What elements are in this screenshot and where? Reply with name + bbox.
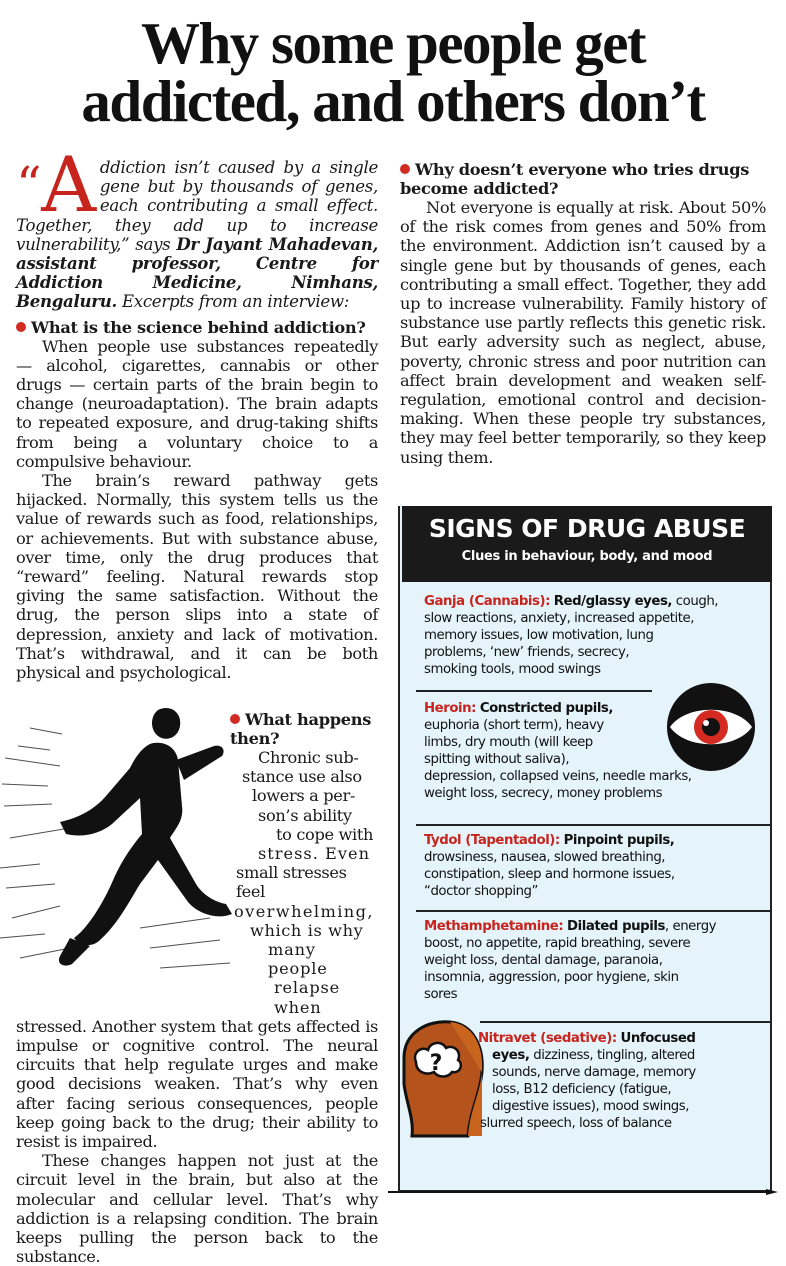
question-2: What happens then? xyxy=(230,710,372,748)
headline xyxy=(0,10,786,134)
red-bullet-icon xyxy=(400,164,410,174)
answer-3-paragraph: Not everyone is equally at risk. About 50% of the risk comes from genes and 50% from the environment. Addiction isn’t caused by a single gene but by thousands of genes, each contributing a small effect. Together, they add up to increase vulnerability. Family history of substance use partly reflects this genetic risk. But early adversity such as neglect, abuse, poverty, chronic stress and poor nutrition can affect brain development and weaken self-regulation, emotional control and decision-making. When these people try substances, they may feel better temporarily, so they keep using them. xyxy=(400,198,766,467)
sign-nitravet: Nitravet (sedative): Unfocused eyes, dizziness, tingling, altered sounds, nerve damage, memory loss, B12 deficiency (fatigue, digestive issues), mood swings, slurred speech, loss of balance xyxy=(478,1031,696,1131)
signs-subtitle: Clues in behaviour, body, and mood xyxy=(461,549,713,564)
question-3: Why doesn’t everyone who tries drugs become addicted? xyxy=(400,160,750,198)
headline-line-1: Why some people get xyxy=(140,10,646,76)
wrap-line: relapse when xyxy=(274,978,340,1017)
drop-cap: “A xyxy=(16,140,96,229)
wrap-line: lowers a per- xyxy=(252,786,355,806)
red-bullet-icon xyxy=(230,714,240,724)
red-bullet-icon xyxy=(16,322,26,332)
wrap-line: small stresses feel xyxy=(236,863,347,902)
sign-tydol: Tydol (Tapentadol): Pinpoint pupils, drowsiness, nausea, slowed breathing, constipation, sleep and hormone issues, “doctor shopping” xyxy=(424,833,675,899)
headline-line-2: addicted, and others don’t xyxy=(81,68,705,134)
divider xyxy=(416,690,652,692)
wrap-line: stance use also xyxy=(242,767,362,787)
wrap-line: son’s ability xyxy=(258,805,352,825)
answer-2-paragraph-2: These changes happen not just at the circuit level in the brain, but also at the molecular and cellular level. That’s why addiction is a relapsing condition. The brain keeps pulling the person back to the substance. xyxy=(16,1151,378,1266)
wrap-line: overwhelming, xyxy=(234,901,374,921)
wrap-line: which is why xyxy=(250,920,364,940)
question-1: What is the science behind addiction? xyxy=(16,318,378,337)
answer-1-paragraph-1: When people use substances repeatedly — alcohol, cigarettes, cannabis or other drugs — certain parts of the brain begin to change (neuroadaptation). The brain adapts to repeated exposure, and drug-taking shifts from being a voluntary choice to a compulsive behaviour. xyxy=(16,336,378,471)
wrap-line: many people xyxy=(268,940,328,979)
arrow-rule-icon xyxy=(388,1189,778,1195)
answer-1-paragraph-2: The brain’s reward pathway gets hijacked. Normally, this system tells us the value of rewards such as food, relationships, or achievements. But with substance abuse, over time, only the drug produces that “reward” feeling. Natural rewards stop giving the same satisfaction. Without the drug, the person slips into a state of depression, anxiety and lack of motivation. That’s withdrawal, and it can be both physical and psychological. xyxy=(16,471,378,683)
divider xyxy=(416,824,772,826)
sign-heroin: Heroin: Constricted pupils, euphoria (short term), heavy limbs, dry mouth (will keep spitting without saliva), depression, collapsed veins, needle marks, weight loss, secrecy, money problems xyxy=(424,701,692,801)
wrap-line: to cope with xyxy=(276,824,374,844)
divider xyxy=(416,910,772,912)
signs-title: SIGNS OF DRUG ABUSE xyxy=(428,514,746,543)
intro-paragraph xyxy=(16,140,379,312)
question-2-section xyxy=(16,704,378,1266)
wrap-line: stress. Even xyxy=(258,844,371,864)
svg-text:?: ? xyxy=(429,1051,443,1076)
sign-methamphetamine: Methamphetamine: Dilated pupils, energy boost, no appetite, rapid breathing, severe weight loss, dental damage, paranoia, insomnia, aggression, poor hygiene, skin sores xyxy=(424,919,717,1002)
sign-ganja: Ganja (Cannabis): Red/glassy eyes, cough, slow reactions, anxiety, increased appetite, memory issues, low motivation, lung problems, ‘new’ friends, secrecy, smoking tools, mood swings xyxy=(424,594,719,677)
left-column xyxy=(16,140,379,683)
intro-text: ddiction isn’t caused by a single gene but by thousands of genes, each contributing a small effect. Together, they add up to increase vulnerability,” says xyxy=(16,158,378,254)
intro-excerpts: Excerpts from an interview: xyxy=(116,292,350,312)
signs-header xyxy=(402,506,772,582)
confused-head-icon xyxy=(398,1018,484,1136)
divider xyxy=(480,1021,772,1023)
right-column xyxy=(400,158,766,467)
answer-2-paragraph-1: stressed. Another system that gets affected is impulse or cognitive control. The neural circuits that help regulate urges and make good decisions weaken. That’s why even after facing serious consequences, people keep going back to the drug; their ability to resist is impaired. xyxy=(16,1016,378,1152)
speaker-credit: Dr Jayant Mahadevan, assistant professor, Centre for Addiction Medicine, Nimhans, Bengaluru. xyxy=(16,233,379,312)
wrap-line: Chronic sub- xyxy=(258,748,359,767)
